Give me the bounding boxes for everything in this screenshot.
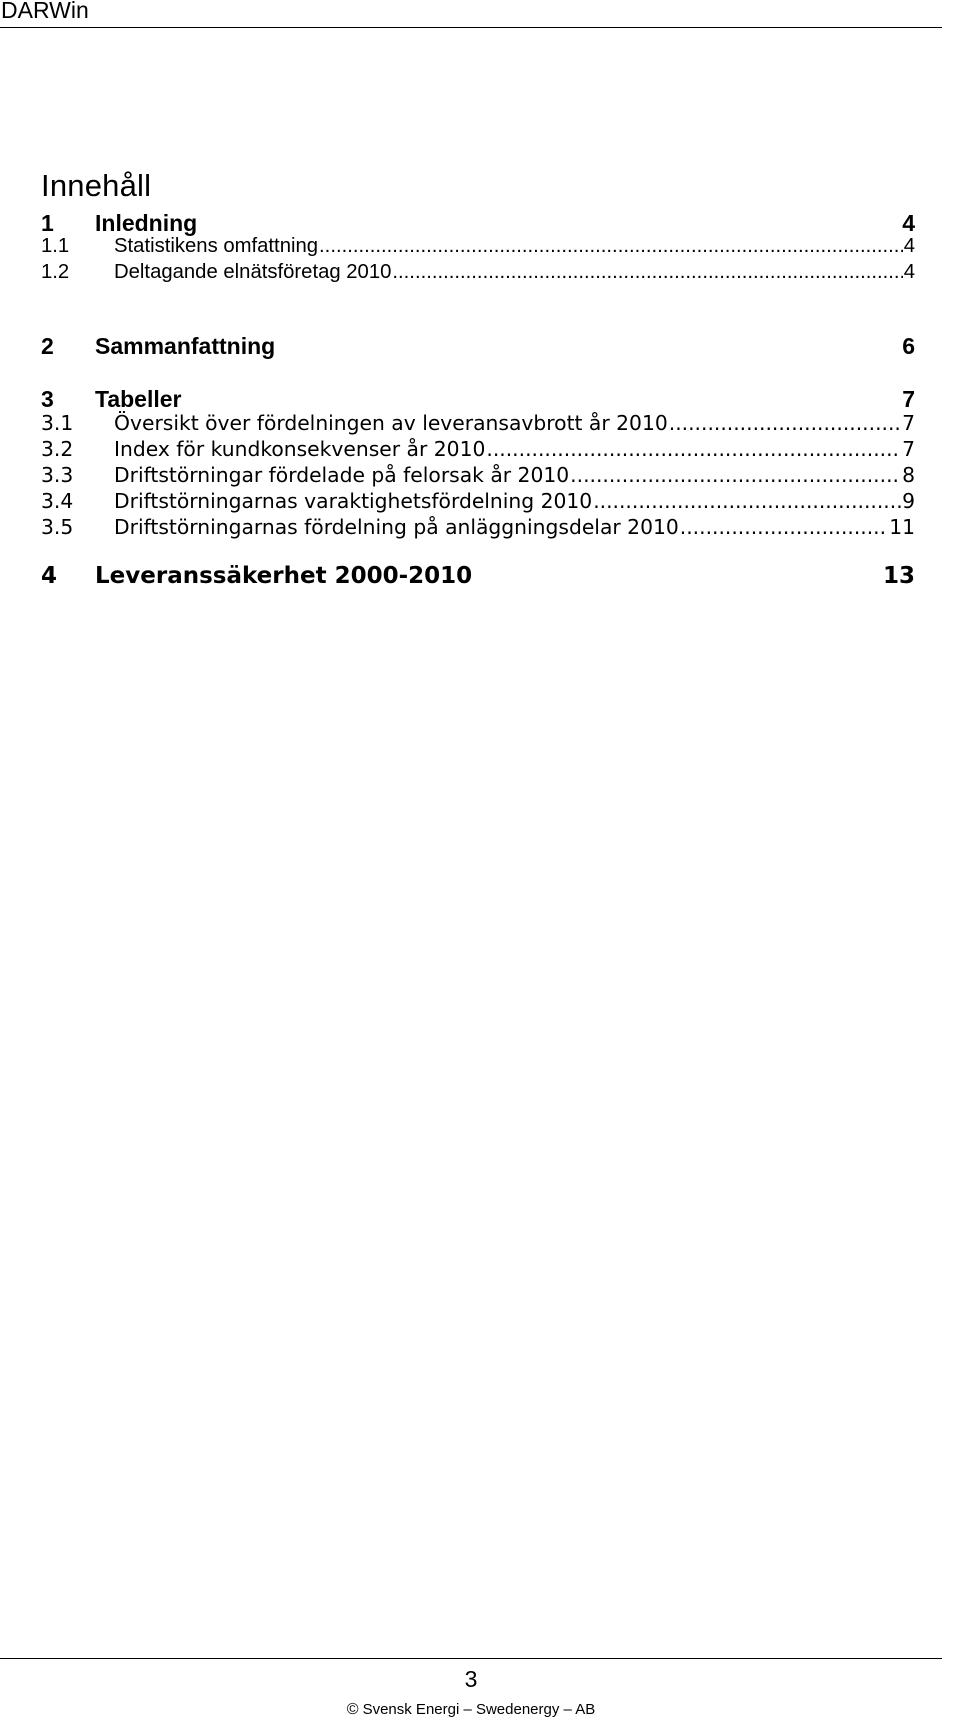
toc-entry-3-4[interactable] [41,489,915,517]
toc-entry-number: 3.5 [41,515,74,539]
toc-leader-dots [669,411,901,435]
footer-copyright [0,1701,942,1719]
toc-entry-page: 7 [902,437,915,461]
toc-entry-page: 7 [902,386,915,412]
toc-leader-dots [392,261,902,284]
toc-entry-3-1[interactable] [41,411,915,439]
toc-entry-page: 11 [889,515,915,539]
toc-leader-dots [680,515,888,539]
toc-leader-dots [486,437,901,461]
toc-entry-title: Statistikens omfattning [114,235,319,257]
toc-entry-title: Index för kundkonsekvenser år 2010 [114,437,486,461]
toc-heading: Innehåll [41,168,152,203]
toc-entry-number: 4 [41,563,58,589]
toc-entry-3-3[interactable] [41,463,915,491]
page-number: 3 [464,1666,478,1692]
toc-entry-title: Leveranssäkerhet 2000-2010 [95,563,473,589]
toc-entry-1-2[interactable] [41,261,915,289]
toc-entry-1[interactable] [41,210,915,238]
toc-entry-number: 1 [41,210,54,236]
copyright-text: Svensk Energi – Swedenergy – AB [362,1701,596,1718]
toc-entry-page: 4 [903,261,915,283]
toc-entry-1-1[interactable] [41,235,915,263]
toc-entry-2[interactable] [41,333,915,361]
page-header [0,0,942,28]
toc-entry-page: 8 [902,463,915,487]
toc-entry-number: 3.4 [41,489,74,513]
toc-leader-dots [570,463,901,487]
footer-divider [0,1658,942,1659]
toc-leader-dots [593,489,901,513]
toc-entry-title: Översikt över fördelningen av leveransavbrott år 2010 [114,411,668,435]
toc-entry-page: 9 [902,489,915,513]
toc-entry-number: 3.1 [41,411,74,435]
toc-entry-number: 3 [41,386,54,412]
header-title: DARWin [1,0,89,23]
toc-entry-title: Driftstörningarnas varaktighetsfördelning 2010 [114,489,593,513]
toc-entry-title: Sammanfattning [95,333,276,359]
copyright-icon: © [346,1701,359,1718]
toc-entry-3[interactable] [41,386,915,414]
toc-entry-page: 4 [902,210,915,236]
toc-entry-number: 1.2 [41,261,70,283]
toc-entry-page: 7 [902,411,915,435]
toc-entry-title: Deltagande elnätsföretag 2010 [114,261,392,283]
toc-entry-number: 1.1 [41,235,70,257]
toc-entry-title: Tabeller [95,386,182,412]
toc-entry-3-5[interactable] [41,515,915,543]
toc-entry-number: 2 [41,333,54,359]
toc-entry-number: 3.2 [41,437,74,461]
toc-entry-page: 4 [903,235,915,257]
toc-entry-title: Driftstörningarnas fördelning på anläggningsdelar 2010 [114,515,679,539]
toc-entry-page: 6 [902,333,915,359]
toc-entry-3-2[interactable] [41,437,915,465]
toc-entry-4[interactable] [41,563,915,591]
toc-entry-number: 3.3 [41,463,74,487]
toc-entry-title: Driftstörningar fördelade på felorsak år 2010 [114,463,570,487]
toc-leader-dots [319,235,903,258]
toc-entry-title: Inledning [95,210,198,236]
toc-entry-page: 13 [882,563,915,589]
